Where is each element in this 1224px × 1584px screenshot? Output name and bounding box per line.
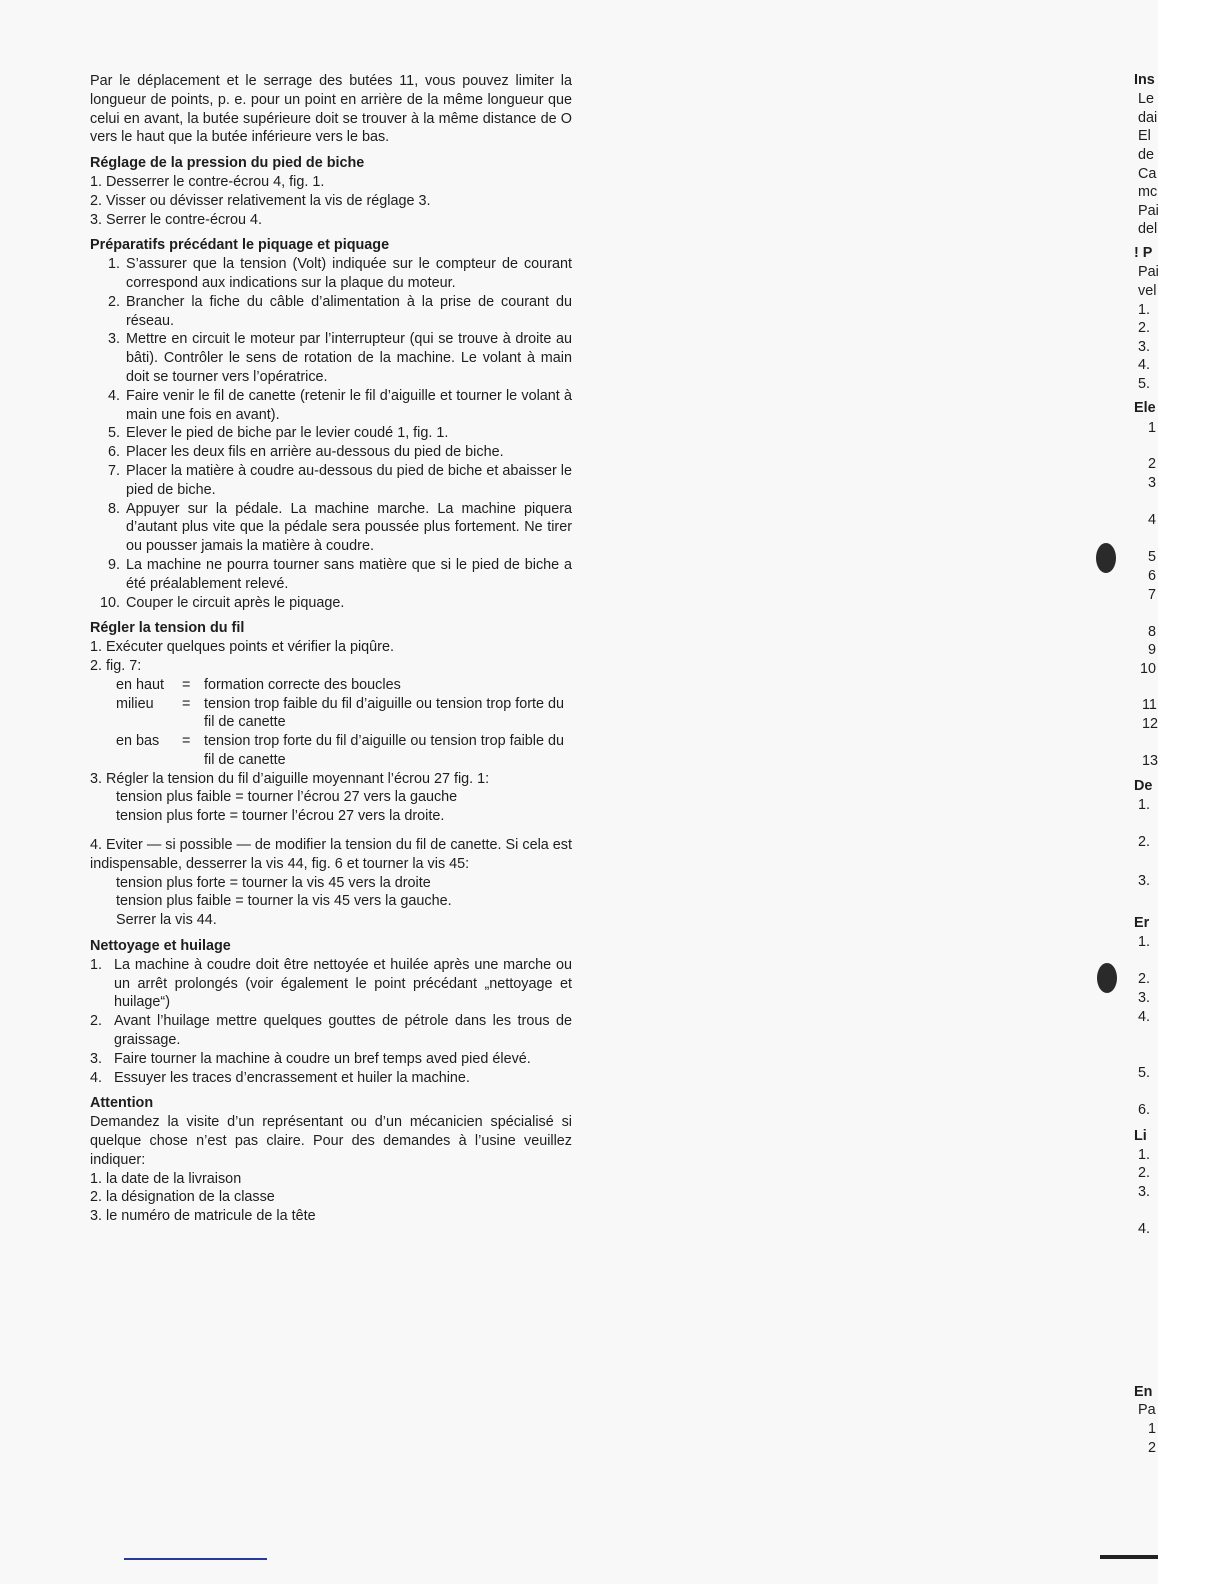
right-page-fragment: 7 (1148, 587, 1157, 603)
tension-note: tension plus faible = tourner l’écrou 27 vers la gauche (116, 789, 458, 806)
right-page-fragment: Ins (1134, 72, 1155, 88)
tension-table (90, 676, 572, 770)
right-page-fragment: del (1138, 221, 1158, 237)
list-item: 3. Mettre en circuit le moteur par l’interrupteur (qui se trouve à droite au bâti). Contrôler le sens de rotation de la machine. Le volant à main doit se tourner vers l’opératrice. (107, 331, 572, 385)
table-cell: en haut (116, 676, 165, 693)
right-page-fragment: 1. (1138, 302, 1151, 318)
right-page-fragment: 2. (1138, 320, 1151, 336)
right-page-fragment: 2. (1138, 971, 1151, 987)
list-item: 6. Placer les deux fils en arrière au-dessous du pied de biche. (107, 444, 504, 461)
right-page-fragment: mc (1138, 184, 1158, 200)
right-page-fragment: 1 (1148, 420, 1157, 436)
tension-step: 4. Eviter — si possible — de modifier la tension du fil de canette. Si cela est indispensable, desserrer la vis 44, fig. 6 et tourner la vis 45: (90, 837, 572, 872)
right-page-fragment: 12 (1142, 716, 1159, 732)
presser-step: 1. Desserrer le contre-écrou 4, fig. 1. (90, 173, 325, 190)
table-cell: milieu (116, 695, 154, 712)
tension-note: tension plus forte = tourner l’écrou 27 vers la droite. (116, 808, 445, 825)
list-item: 1. La machine à coudre doit être nettoyée et huilée après une marche ou un arrêt prolongés (voir également le point précédant „nettoyage et huilage“) (90, 956, 572, 1011)
right-page-fragment: En (1134, 1384, 1153, 1400)
tension-step: 2. fig. 7: (90, 657, 142, 674)
right-page-fragment: 4. (1138, 1009, 1151, 1025)
list-item: 4. Essuyer les traces d’encrassement et huiler la machine. (90, 1069, 470, 1086)
right-page-fragment: 3. (1138, 873, 1151, 889)
right-page-fragment: De (1134, 778, 1153, 794)
right-page-fragment: 6 (1148, 568, 1157, 584)
right-page-fragment: 13 (1142, 753, 1159, 769)
right-page-fragment: vel (1138, 283, 1157, 299)
right-page-fragment: de (1138, 147, 1155, 163)
list-item: 5. Elever le pied de biche par le levier coudé 1, fig. 1. (107, 425, 449, 442)
section-title-prep: Préparatifs précédant le piquage et piquage (90, 237, 390, 254)
list-item: 1. S’assurer que la tension (Volt) indiquée sur le compteur de courant correspond aux indications sur la plaque du moteur. (107, 256, 572, 291)
punch-hole-mark (1097, 963, 1117, 993)
right-page-fragment: 1. (1138, 1147, 1151, 1163)
right-page-fragment: 1. (1138, 797, 1151, 813)
prep-list (90, 255, 572, 612)
right-page-fragment: 2. (1138, 834, 1151, 850)
list-item: 7. Placer la matière à coudre au-dessous du pied de biche et abaisser le pied de biche. (107, 462, 572, 498)
tension-step: 3. Régler la tension du fil d’aiguille moyennant l’écrou 27 fig. 1: (90, 770, 490, 787)
right-page-fragment: El (1138, 128, 1151, 144)
right-page-fragment: 9 (1148, 642, 1157, 658)
attention-item: 3. le numéro de matricule de la tête (90, 1208, 316, 1225)
right-page-fragment: Pa (1138, 1402, 1156, 1418)
right-page-fragment: 3. (1138, 339, 1151, 355)
attention-text: Demandez la visite d’un représentant ou d’un mécanicien spécialisé si quelque chose n’est pas claire. Pour des demandes à l’usine veuillez indiquer: (90, 1114, 572, 1168)
page-edge (1158, 0, 1224, 1584)
right-page-fragment: Pai (1138, 264, 1159, 280)
presser-step: 3. Serrer le contre-écrou 4. (90, 211, 262, 228)
right-page-fragment: Ca (1138, 166, 1157, 182)
right-page-fragment: Pai (1138, 203, 1159, 219)
section-title-presser: Réglage de la pression du pied de biche (90, 155, 365, 172)
table-cell: tension trop forte du fil d’aiguille ou tension trop faible du fil de canette (204, 733, 564, 768)
right-page-fragment: Ele (1134, 400, 1156, 416)
list-item: 4. Faire venir le fil de canette (retenir le fil d’aiguille et tourner le volant à main une fois en avant). (107, 387, 572, 423)
footer-rule (124, 1558, 267, 1560)
right-page-fragment: 4. (1138, 1221, 1151, 1237)
tension-note: tension plus forte = tourner la vis 45 vers la droite (116, 874, 431, 891)
tension-note: tension plus faible = tourner la vis 45 vers la gauche. (116, 893, 452, 910)
right-page-fragment: 1 (1148, 1421, 1157, 1437)
section-title-attention: Attention (90, 1095, 154, 1112)
right-page-fragment: 3 (1148, 475, 1157, 491)
intro-paragraph: Par le déplacement et le serrage des butées 11, vous pouvez limiter la longueur de points, p. e. pour un point en arrière de la même longueur que celui en avant, la butée supérieure doit se trouver à la même distance de O vers le haut que la butée inférieure vers le bas. (90, 73, 572, 146)
section-title-tension: Régler la tension du fil (90, 620, 245, 637)
table-cell: tension trop faible du fil d’aiguille ou tension trop forte du fil de canette (204, 695, 564, 731)
right-page-fragment: 1. (1138, 934, 1151, 950)
section-title-cleaning: Nettoyage et huilage (90, 938, 231, 955)
tension-step: 1. Exécuter quelques points et vérifier la piqûre. (90, 639, 394, 656)
list-item: 8. Appuyer sur la pédale. La machine marche. La machine piquera d’autant plus vite que la pédale sera poussée plus fortement. Ne tirer ou pousser jamais la matière à coudre. (107, 500, 572, 555)
right-page-fragment: 2. (1138, 1165, 1151, 1181)
right-page-fragment: Le (1138, 91, 1155, 107)
right-page-fragment: ! P (1134, 245, 1153, 261)
right-page-fragment: 5 (1148, 549, 1157, 565)
table-cell: formation correcte des boucles (204, 676, 401, 693)
attention-item: 2. la désignation de la classe (90, 1189, 275, 1206)
footer-mark (1100, 1555, 1158, 1559)
right-page-fragment: Li (1134, 1128, 1147, 1144)
attention-item: 1. la date de la livraison (90, 1170, 242, 1187)
list-item: 2. Avant l’huilage mettre quelques gouttes de pétrole dans les trous de graissage. (90, 1013, 572, 1049)
tension-note: Serrer la vis 44. (116, 912, 217, 929)
punch-hole-mark (1096, 543, 1116, 573)
right-page-fragment: dai (1138, 110, 1158, 126)
table-cell: en bas (116, 733, 160, 750)
right-page-fragment: 11 (1142, 697, 1157, 713)
list-item: 9. La machine ne pourra tourner sans matière que si le pied de biche a été préalablement relevé. (107, 556, 572, 592)
right-page-fragment: 5. (1138, 1065, 1151, 1081)
presser-step: 2. Visser ou dévisser relativement la vis de réglage 3. (90, 192, 431, 209)
right-page-fragment: 6. (1138, 1102, 1151, 1118)
right-page-fragment: 4. (1138, 357, 1151, 373)
right-page-fragment: 3. (1138, 1184, 1151, 1200)
list-item: 10. Couper le circuit après le piquage. (99, 594, 345, 611)
right-page-fragment: 8 (1148, 624, 1157, 640)
list-item: 3. Faire tourner la machine à coudre un bref temps aved pied élevé. (90, 1050, 531, 1067)
table-cell: = (182, 676, 191, 693)
right-page-fragment: 3. (1138, 990, 1151, 1006)
right-page-fragments (1134, 0, 1164, 1584)
table-cell: = (182, 695, 191, 712)
right-page-fragment: 4 (1148, 512, 1157, 528)
table-cell: = (182, 733, 191, 750)
main-column (90, 72, 572, 1226)
cleaning-list (90, 956, 572, 1088)
right-page-fragment: 2 (1148, 1440, 1157, 1456)
list-item: 2. Brancher la fiche du câble d’alimentation à la prise de courant du réseau. (107, 293, 572, 329)
right-page-fragment: 5. (1138, 376, 1151, 392)
right-page-fragment: 10 (1140, 661, 1157, 677)
right-page-fragment: 2 (1148, 456, 1157, 472)
right-page-fragment: Er (1134, 915, 1150, 931)
